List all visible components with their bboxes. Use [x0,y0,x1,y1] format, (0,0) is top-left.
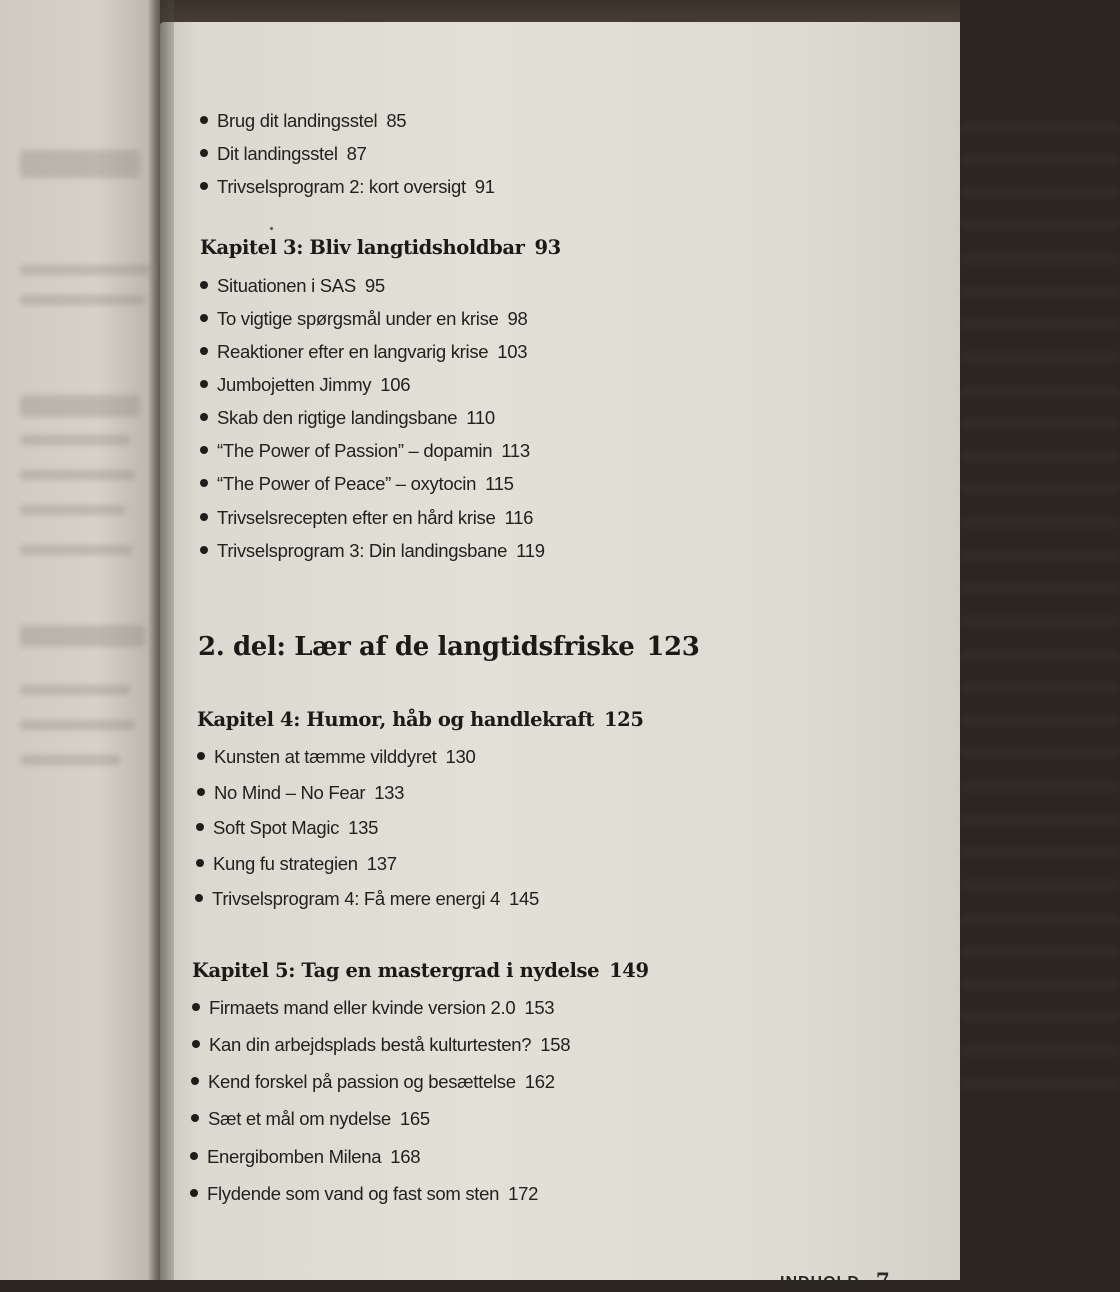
bullet-icon [200,314,208,322]
bullet-icon [200,347,208,355]
toc-entry [200,275,385,297]
toc-entry [196,817,378,839]
toc-entry-page: 130 [445,746,476,767]
reverse-page-bleed [960,122,1120,1222]
part-page: 123 [646,632,700,662]
bullet-icon [200,479,208,487]
bullet-icon [200,380,208,388]
toc-entry-title: Sæt et mål om nydelse [208,1108,391,1129]
bullet-icon [200,446,208,454]
table-of-contents-page [160,22,960,1292]
chapter-page: 149 [609,959,649,982]
facing-page [0,0,160,1280]
toc-entry-page: 145 [509,888,539,909]
bullet-icon [200,149,208,157]
toc-entry-title: Flydende som vand og fast som sten [207,1183,500,1204]
toc-entry-title: Soft Spot Magic [213,817,340,838]
chapter-title: Kapitel 5: Tag en mastergrad i nydelse [192,959,600,982]
bullet-icon [196,859,204,867]
toc-entry-title: Jumbojetten Jimmy [217,374,372,395]
bullet-icon [200,116,208,124]
page-footer [780,1268,891,1292]
toc-entry-title: Trivselsprogram 2: kort oversigt [217,176,466,197]
chapter-title: Kapitel 4: Humor, håb og handlekraft [197,708,594,731]
chapter-title: Kapitel 3: Bliv langtidsholdbar [200,236,525,259]
bullet-icon [190,1152,198,1160]
toc-entry-page: 106 [380,374,411,395]
toc-entry-title: Kan din arbejdsplads bestå kulturtesten? [209,1034,532,1055]
bullet-icon [197,788,205,796]
toc-list [160,22,960,1292]
toc-entry [197,782,404,804]
bullet-icon [192,1003,200,1011]
bullet-icon [197,752,205,760]
toc-entry-title: Dit landingsstel [217,143,338,164]
toc-entry [200,143,367,165]
toc-entry-page: 91 [474,176,495,197]
bullet-icon [200,546,208,554]
toc-entry-title: Kend forskel på passion og besættelse [208,1071,516,1092]
toc-entry-title: “The Power of Passion” – dopamin [217,440,493,461]
toc-entry-page: 87 [346,143,367,164]
toc-entry [191,1108,430,1130]
toc-entry [200,473,514,495]
toc-entry [192,1034,570,1056]
toc-entry [197,746,476,768]
toc-entry [200,507,533,529]
bullet-icon [200,513,208,521]
toc-entry [200,440,530,462]
toc-entry-page: 119 [516,540,545,561]
bullet-icon [200,182,208,190]
chapter-heading [192,959,649,982]
toc-entry [200,341,527,363]
toc-entry-page: 85 [386,110,407,131]
page-number: 7 [875,1268,891,1292]
toc-entry-title: No Mind – No Fear [214,782,366,803]
toc-entry-title: To vigtige spørgsmål under en krise [217,308,499,329]
chapter-heading [197,708,644,731]
bullet-icon [191,1114,199,1122]
toc-entry [195,888,539,910]
toc-entry-page: 113 [501,440,530,461]
toc-entry-page: 116 [504,507,534,528]
chapter-heading [200,236,561,259]
toc-entry [200,110,406,132]
toc-entry [200,540,545,562]
toc-entry-page: 133 [374,782,405,803]
bullet-icon [195,894,203,902]
toc-entry-title: Skab den rigtige landingsbane [217,407,458,428]
toc-entry-page: 135 [348,817,379,838]
running-footer-label: INDHOLD [780,1274,860,1291]
toc-entry [200,176,495,198]
facing-page-bleed [0,0,160,1280]
part-title: 2. del: Lær af de langtidsfriske [198,632,635,662]
bullet-icon [200,413,208,421]
toc-entry-title: Energibomben Milena [207,1146,382,1167]
bullet-icon [190,1189,198,1197]
toc-entry-title: Kung fu strategien [213,853,358,874]
toc-entry-page: 115 [485,473,514,494]
toc-entry-page: 153 [524,997,555,1018]
toc-entry [200,407,495,429]
toc-entry [190,1146,420,1168]
toc-entry [200,374,410,396]
part-heading [198,632,699,662]
toc-entry-title: Trivselsrecepten efter en hård krise [217,507,496,528]
toc-entry-page: 95 [364,275,385,296]
bullet-icon [192,1040,200,1048]
toc-entry-page: 168 [390,1146,421,1167]
toc-entry [196,853,397,875]
toc-entry-title: Kunsten at tæmme vilddyret [214,746,437,767]
toc-entry-title: Trivselsprogram 4: Få mere energi 4 [212,888,501,909]
toc-entry [200,308,528,330]
toc-entry-title: Trivselsprogram 3: Din landingsbane [217,540,508,561]
toc-entry-page: 162 [524,1071,555,1092]
toc-entry-page: 110 [466,407,495,428]
toc-entry-page: 158 [540,1034,571,1055]
chapter-page: 93 [534,236,561,259]
toc-entry-title: Brug dit landingsstel [217,110,378,131]
bullet-icon [191,1077,199,1085]
bullet-icon [200,281,208,289]
toc-entry-page: 172 [508,1183,539,1204]
toc-entry-title: Situationen i SAS [217,275,356,296]
toc-entry [192,997,554,1019]
toc-entry-page: 98 [507,308,528,329]
toc-entry-page: 165 [399,1108,430,1129]
toc-entry-page: 103 [497,341,528,362]
toc-entry-title: Firmaets mand eller kvinde version 2.0 [209,997,516,1018]
toc-entry [190,1183,538,1205]
toc-entry-page: 137 [366,853,397,874]
toc-entry-title: Reaktioner efter en langvarig krise [217,341,489,362]
bullet-icon [196,823,204,831]
chapter-page: 125 [604,708,644,731]
toc-entry-title: “The Power of Peace” – oxytocin [217,473,477,494]
book-gutter-shadow [148,0,174,1280]
toc-entry [191,1071,555,1093]
